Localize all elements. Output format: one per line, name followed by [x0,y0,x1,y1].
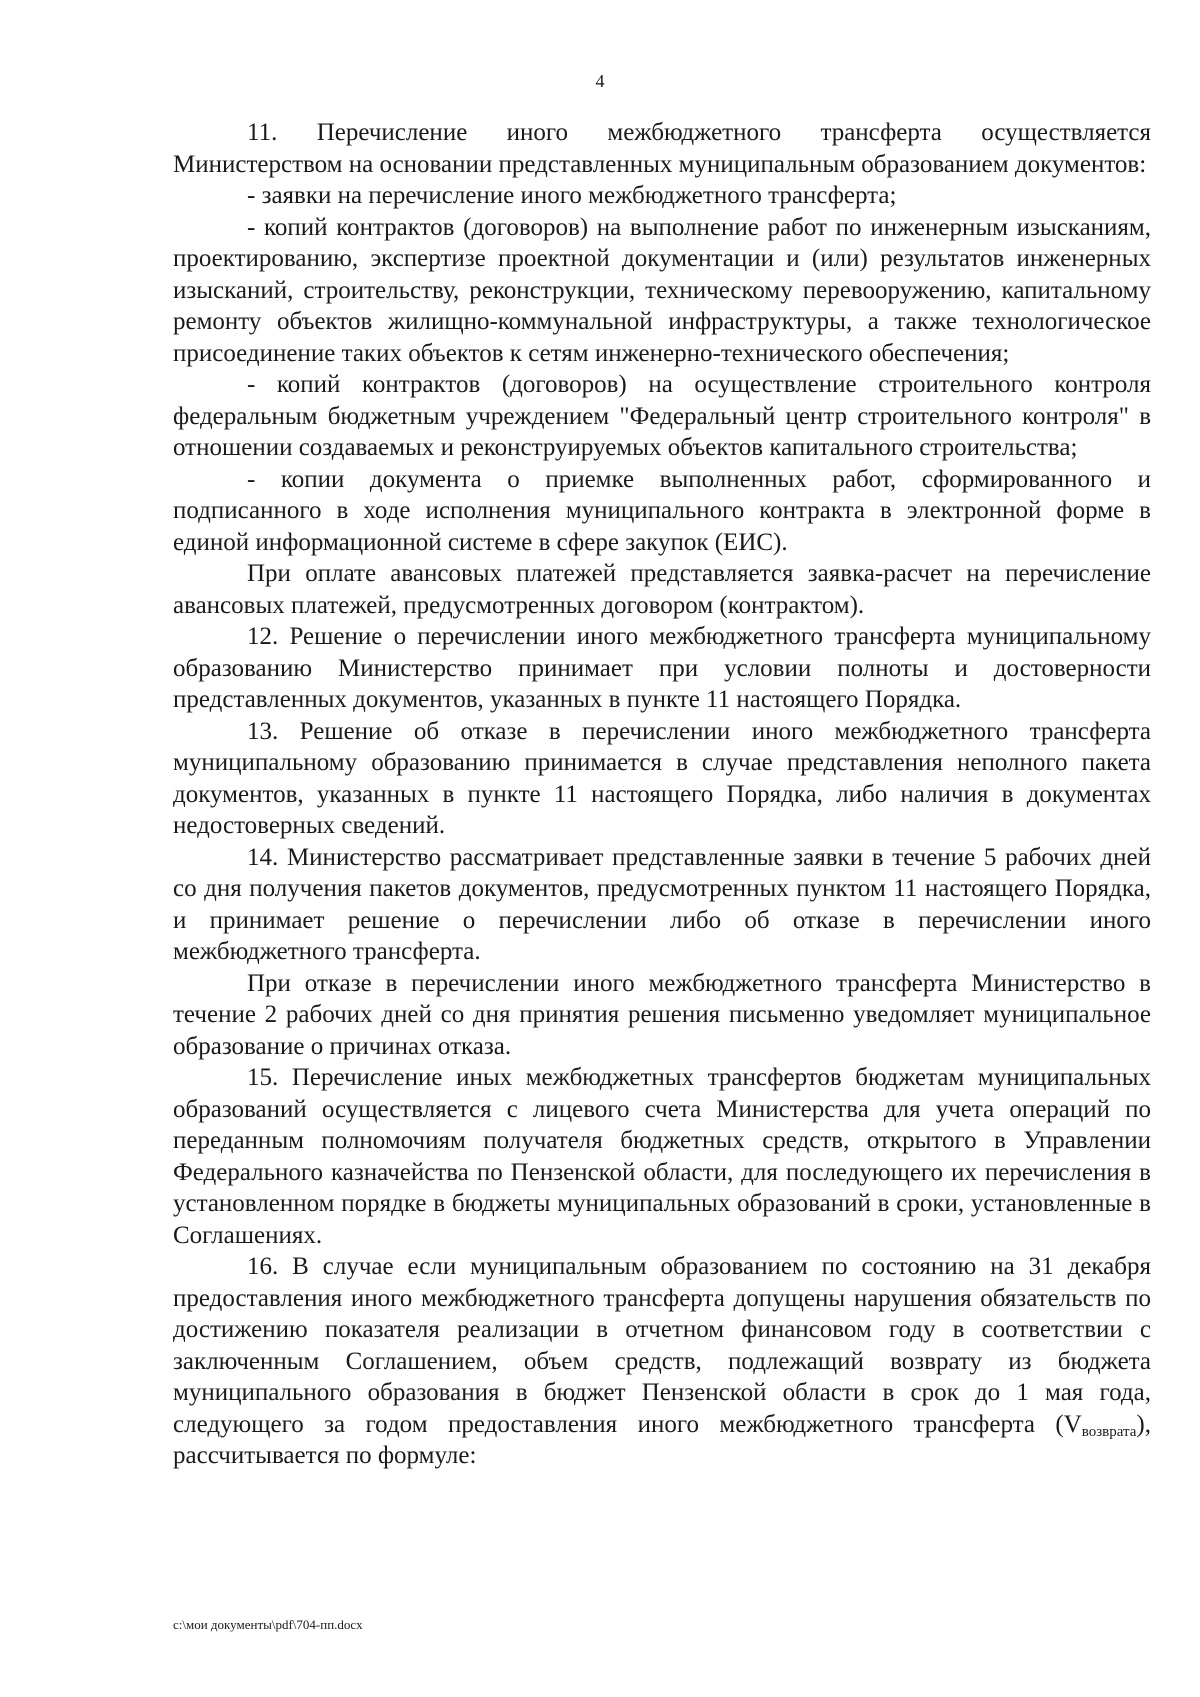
list-item-contracts-control: - копий контрактов (договоров) на осуществление строительного контроля федеральным бюджетным учреждением "Федеральный центр строительного контроля" в отношении создаваемых и реконструируемых объектов капитального строительства; [173,371,1151,461]
list-item-contracts-works: - копий контрактов (договоров) на выполнение работ по инженерным изысканиям, проектированию, экспертизе проектной документации и (или) результатов инженерных изысканий, строительству, реконструкции, техническому перевооружению, капитальному ремонту объектов жилищно-коммунальной инфраструктуры, а также технологическое присоединение таких объектов к сетям инженерно-технического обеспечения; [173,213,1151,367]
paragraph-16-text: 16. В случае если муниципальным образованием по состоянию на 31 декабря предоставления иного межбюджетного трансферта допущены нарушения обязательств по достижению показателя реализации в отчетном финансовом году в соответствии с заключенным Соглашением, объем средств, подлежащий возврату из бюджета муниципального образования в бюджет Пензенской области в срок до 1 мая года, следующего за годом предоставления иного межбюджетного трансферта (V [173,1253,1151,1438]
paragraph-15: 15. Перечисление иных межбюджетных трансфертов бюджетам муниципальных образований осуществляется с лицевого счета Министерства для учета операций по переданным полномочиям получателя бюджетных средств, открытого в Управлении Федерального казначейства по Пензенской области, для последующего их перечисления в установленном порядке в бюджеты муниципальных образований в сроки, установленные в Соглашениях. [173,1064,1151,1249]
paragraph-refusal-notice: При отказе в перечислении иного межбюджетного трансферта Министерство в течение 2 рабочих дней со дня принятия решения письменно уведомляет муниципальное образование о причинах отказа. [173,969,1151,1060]
paragraph-13: 13. Решение об отказе в перечислении иного межбюджетного трансферта муниципальному образованию принимается в случае представления неполного пакета документов, указанных в пункте 11 настоящего Порядка, либо наличия в документах недостоверных сведений. [173,717,1151,839]
page-number: 4 [595,71,605,91]
paragraph-16 [173,1251,1151,1472]
list-item-applications: - заявки на перечисление иного межбюджетного трансферта; [247,182,897,209]
paragraph-14: 14. Министерство рассматривает представленные заявки в течение 5 рабочих дней со дня получения пакетов документов, предусмотренных пунктом 11 настоящего Порядка, и принимает решение о перечислении либо об отказе в перечислении иного межбюджетного трансферта. [173,843,1151,965]
list-item-acceptance-document: - копии документа о приемке выполненных работ, сформированного и подписанного в ходе исполнения муниципального контракта в электронной форме в единой информационной системе в сфере закупок (ЕИС). [173,465,1151,556]
document-body [173,117,1151,1472]
paragraph-12: 12. Решение о перечислении иного межбюджетного трансферта муниципальному образованию Министерство принимает при условии полноты и достоверности представленных документов, указанных в пункте 11 настоящего Порядка. [173,623,1151,713]
file-path-footer: c:\мои документы\pdf\704-пп.docx [173,1617,363,1632]
v-return-subscript: возврата [1081,1423,1137,1440]
paragraph-16-ending: ), рассчитывается по формуле: [173,1410,1151,1469]
paragraph-advance-payments: При оплате авансовых платежей представляется заявка-расчет на перечисление авансовых платежей, предусмотренных договором (контрактом). [173,560,1151,619]
paragraph-11: 11. Перечисление иного межбюджетного трансферта осуществляется Министерством на основании представленных муниципальным образованием документов: [173,119,1151,178]
